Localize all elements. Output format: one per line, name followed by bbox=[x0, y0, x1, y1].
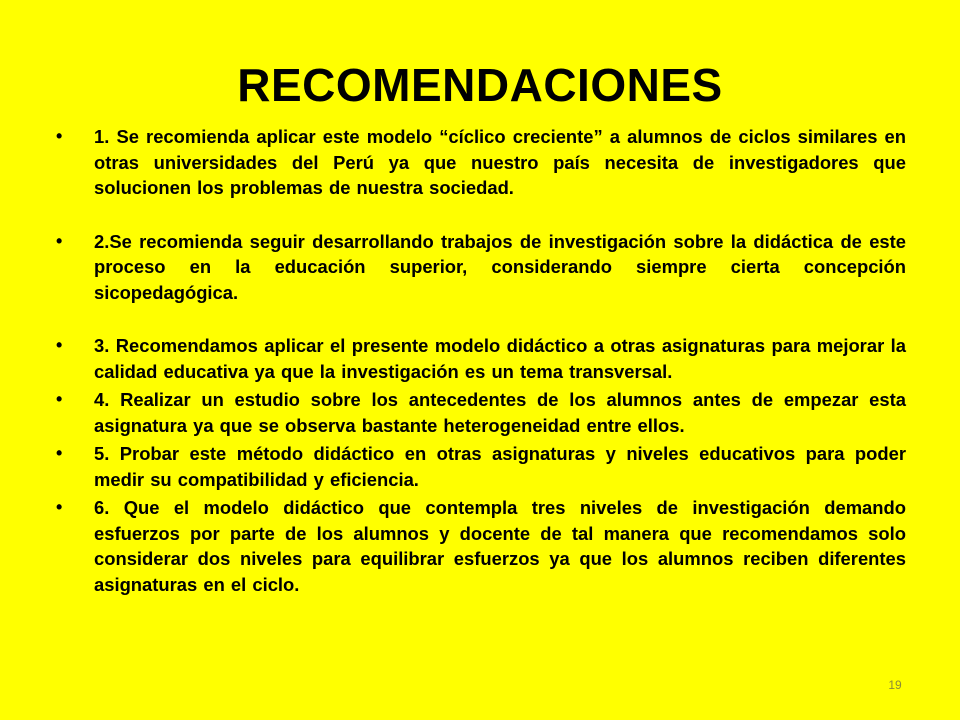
bullet-icon: • bbox=[56, 389, 63, 409]
list-item bbox=[56, 495, 906, 597]
bullet-icon: • bbox=[56, 443, 63, 463]
list-item-text: 6. Que el modelo didáctico que contempla tres niveles de investigación demando esfuerzos por parte de los alumnos y docente de tal manera que recomendamos solo considerar dos niveles para equilibrar esfuerzos ya que los alumnos reciben diferentes asignaturas en el ciclo. bbox=[94, 497, 906, 595]
list-item bbox=[56, 387, 906, 438]
list-item bbox=[56, 333, 906, 384]
list-item-text: 3. Recomendamos aplicar el presente modelo didáctico a otras asignaturas para mejorar la calidad educativa ya que la investigación es un tema transversal. bbox=[94, 335, 906, 382]
recommendation-list bbox=[56, 124, 906, 597]
bullet-icon: • bbox=[56, 497, 63, 517]
list-item bbox=[56, 124, 906, 201]
list-item-text: 2.Se recomienda seguir desarrollando trabajos de investigación sobre la didáctica de este proceso en la educación superior, considerando siempre cierta concepción sicopedagógica. bbox=[94, 230, 906, 303]
list-item bbox=[56, 229, 906, 306]
list-item bbox=[56, 441, 906, 492]
list-item-text: 1. Se recomienda aplicar este modelo “cíclico creciente” a alumnos de ciclos similares en otras universidades del Perú ya que nuestro país necesita de investigadores que solucionen los problemas de nuestra sociedad. bbox=[94, 126, 906, 198]
bullet-icon: • bbox=[56, 126, 63, 146]
page-number: 19 bbox=[888, 678, 902, 692]
slide-title: RECOMENDACIONES bbox=[237, 59, 723, 111]
list-item-text: 4. Realizar un estudio sobre los antecedentes de los alumnos antes de empezar esta asignatura ya que se observa bastante heterogeneidad entre ellos. bbox=[94, 389, 906, 436]
bullet-icon: • bbox=[56, 230, 63, 251]
bullet-icon: • bbox=[56, 335, 63, 355]
list-item-text: 5. Probar este método didáctico en otras asignaturas y niveles educativos para poder medir su compatibilidad y eficiencia. bbox=[94, 443, 906, 490]
